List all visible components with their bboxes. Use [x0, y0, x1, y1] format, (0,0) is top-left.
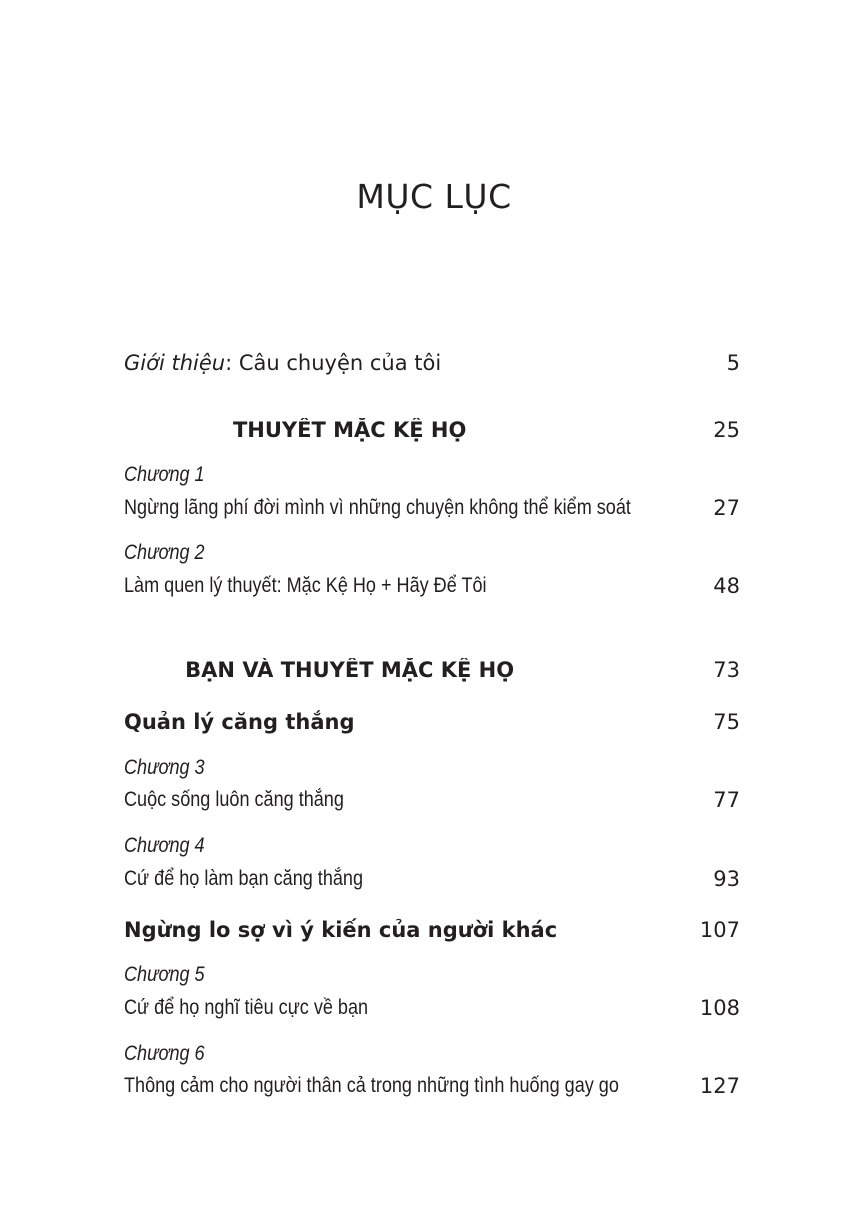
section-title: Quản lý căng thẳng — [124, 710, 355, 734]
toc-entry-intro[interactable] — [124, 346, 740, 380]
chapter-label: Chương 6 — [124, 1042, 205, 1065]
chapter-title: Ngừng lãng phí đời mình vì những chuyện không thể kiểm soát — [124, 496, 631, 519]
chapter-label: Chương 2 — [124, 541, 205, 564]
chapter-title: Làm quen lý thuyết: Mặc Kệ Họ + Hãy Để Tôi — [124, 574, 487, 597]
chapter-label: Chương 3 — [124, 756, 205, 779]
toc-page-number: 75 — [713, 710, 740, 734]
page-title: MỤC LỤC — [356, 177, 512, 216]
toc-part-1[interactable] — [124, 413, 740, 447]
toc-page-number: 48 — [713, 574, 740, 598]
toc-entry-chapter-1[interactable] — [124, 491, 740, 525]
toc-entry-chapter-5[interactable] — [124, 991, 740, 1025]
toc-page-number: 27 — [713, 496, 740, 520]
chapter-title: Thông cảm cho người thân cả trong những tình huống gay go — [124, 1074, 619, 1097]
toc-page-number: 127 — [699, 1074, 740, 1098]
toc-part-2[interactable] — [124, 653, 740, 687]
intro-label-rest: : Câu chuyện của tôi — [225, 351, 442, 375]
toc-entry-chapter-3[interactable] — [124, 783, 740, 817]
toc-entry-chapter-4[interactable] — [124, 862, 740, 896]
chapter-title: Cứ để họ nghĩ tiêu cực về bạn — [124, 996, 369, 1019]
section-title: Ngừng lo sợ vì ý kiến của người khác — [124, 918, 558, 942]
part-title: THUYẾT MẶC KỆ HỌ — [232, 418, 467, 442]
toc-entry-chapter-6[interactable] — [124, 1069, 740, 1103]
intro-label-italic: Giới thiệu — [124, 351, 226, 375]
toc-page-number: 107 — [699, 918, 740, 942]
toc-section-1[interactable] — [124, 705, 740, 739]
part-title: BẠN VÀ THUYẾT MẶC KỆ HỌ — [185, 658, 515, 682]
chapter-label: Chương 4 — [124, 834, 205, 857]
chapter-title: Cuộc sống luôn căng thẳng — [124, 788, 344, 811]
toc-page-number: 25 — [713, 418, 740, 442]
toc-page-number: 5 — [726, 351, 740, 375]
toc-entry-chapter-2[interactable] — [124, 569, 740, 603]
chapter-label: Chương 1 — [124, 463, 205, 486]
toc-page-number: 108 — [699, 996, 740, 1020]
chapter-title: Cứ để họ làm bạn căng thẳng — [124, 867, 364, 890]
toc-section-2[interactable] — [124, 913, 740, 947]
toc-page-number: 73 — [713, 658, 740, 682]
chapter-label: Chương 5 — [124, 963, 205, 986]
toc-page-number: 93 — [713, 867, 740, 891]
toc-entry-title — [124, 351, 727, 375]
toc-page-number: 77 — [713, 788, 740, 812]
